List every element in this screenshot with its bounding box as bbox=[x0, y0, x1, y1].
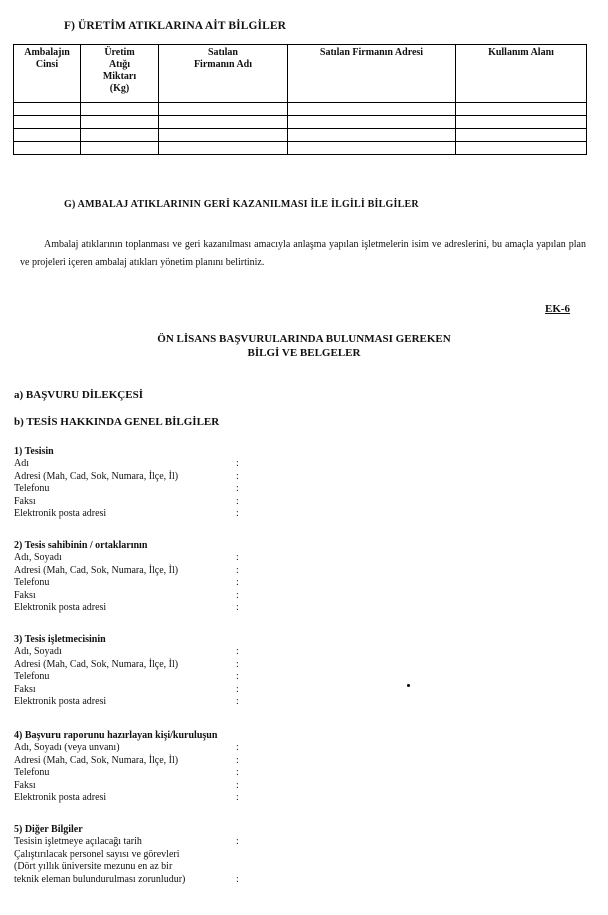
table-row bbox=[14, 129, 587, 142]
field-row: (Dört yıllık üniversite mezunu en az bir bbox=[14, 861, 173, 873]
field-row: Telefonu : bbox=[14, 767, 239, 779]
block-heading: 3) Tesis işletmecisinin bbox=[14, 634, 106, 645]
main-title-line2: BİLGİ VE BELGELER bbox=[247, 347, 361, 359]
field-row: Elektronik posta adresi : bbox=[14, 695, 239, 707]
field-row: Adı, Soyadı : bbox=[14, 646, 239, 658]
field-row: Elektronik posta adresi : bbox=[14, 791, 239, 803]
field-row: Adresi (Mah, Cad, Sok, Numara, İlçe, İl) : bbox=[14, 470, 239, 482]
annex-label: EK-6 bbox=[545, 303, 571, 315]
scan-speck bbox=[407, 684, 410, 687]
table-row bbox=[14, 103, 587, 116]
field-row: Tesisin işletmeye açılacağı tarih : bbox=[14, 836, 239, 848]
header-firm-address: Satılan Firmanın Adresi bbox=[288, 45, 456, 103]
field-row: Adresi (Mah, Cad, Sok, Numara, İlçe, İl) : bbox=[14, 564, 239, 576]
field-row: Adresi (Mah, Cad, Sok, Numara, İlçe, İl) : bbox=[14, 658, 239, 670]
main-title-line1: ÖN LİSANS BAŞVURULARINDA BULUNMASI GEREKEN bbox=[157, 333, 451, 345]
field-row: Telefonu : bbox=[14, 483, 239, 495]
block-heading: 2) Tesis sahibinin / ortaklarının bbox=[14, 540, 148, 551]
field-row: Telefonu : bbox=[14, 577, 239, 589]
field-row: Çalıştırılacak personel sayısı ve görevleri bbox=[14, 848, 180, 860]
table-header-row bbox=[14, 45, 587, 103]
other-info-block bbox=[14, 824, 239, 886]
field-row: Telefonu : bbox=[14, 671, 239, 683]
section-a-heading: a) BAŞVURU DİLEKÇESİ bbox=[14, 389, 143, 401]
section-g-paragraph: Ambalaj atıklarının toplanması ve geri kazanılması amacıyla anlaşma yapılan işletmelerin isim ve adreslerini, bu amaçla yapılan plan ve projeleri içeren ambalaj atıkları yönetim planını belirtiniz. bbox=[20, 239, 586, 268]
block-heading: 5) Diğer Bilgiler bbox=[14, 824, 83, 835]
header-waste-amount: Üretim Atığı Miktarı (Kg) bbox=[81, 45, 159, 103]
field-row: Adı, Soyadı (veya unvanı) : bbox=[14, 742, 239, 754]
header-firm-name: Satılan Firmanın Adı bbox=[159, 45, 288, 103]
facility-block bbox=[14, 446, 239, 520]
section-b-heading: b) TESİS HAKKINDA GENEL BİLGİLER bbox=[14, 416, 220, 428]
field-row: Adı : bbox=[14, 458, 239, 470]
owner-block bbox=[14, 540, 239, 614]
production-waste-table bbox=[13, 44, 587, 155]
field-row: Faksı : bbox=[14, 589, 239, 601]
field-row: Elektronik posta adresi : bbox=[14, 507, 239, 519]
block-heading: 4) Başvuru raporunu hazırlayan kişi/kuruluşun bbox=[14, 730, 218, 741]
header-usage-area: Kullanım Alanı bbox=[456, 45, 587, 103]
header-packaging-type: Ambalajın Cinsi bbox=[14, 45, 81, 103]
report-preparer-block bbox=[14, 730, 239, 804]
field-row: Faksı : bbox=[14, 683, 239, 695]
section-f-title: F) ÜRETİM ATIKLARINA AİT BİLGİLER bbox=[64, 20, 287, 32]
table-row bbox=[14, 142, 587, 155]
field-row: Adı, Soyadı : bbox=[14, 552, 239, 564]
field-row: teknik eleman bulundurulması zorunludur) : bbox=[14, 873, 239, 885]
table-row bbox=[14, 116, 587, 129]
field-row: Elektronik posta adresi : bbox=[14, 601, 239, 613]
field-row: Faksı : bbox=[14, 495, 239, 507]
field-row: Adresi (Mah, Cad, Sok, Numara, İlçe, İl) : bbox=[14, 754, 239, 766]
field-row: Faksı : bbox=[14, 779, 239, 791]
section-g-title: G) AMBALAJ ATIKLARININ GERİ KAZANILMASI İLE İLGİLİ BİLGİLER bbox=[64, 199, 419, 210]
operator-block bbox=[14, 634, 239, 708]
block-heading: 1) Tesisin bbox=[14, 446, 54, 457]
